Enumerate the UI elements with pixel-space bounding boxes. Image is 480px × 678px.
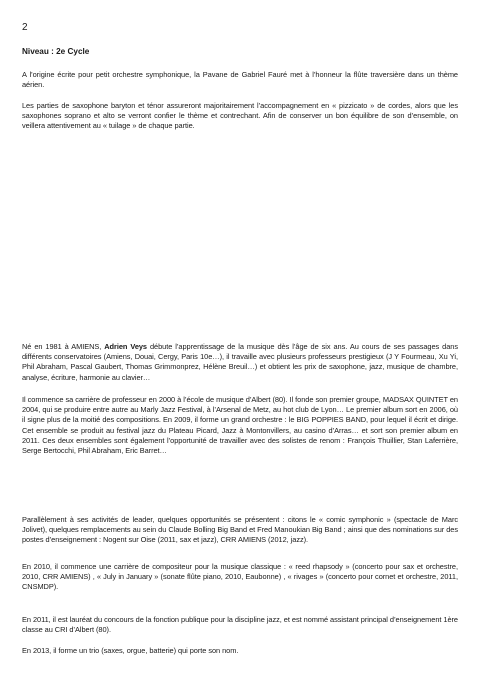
level-heading: Niveau : 2e Cycle (22, 47, 90, 56)
intro-paragraph-2: Les parties de saxophone baryton et ténor assureront majoritairement l’accompagnement en « pizzicato » de cordes, alors que les saxophones soprano et alto se verront confier le thème et contrechant. Afin de conserver un bon équilibre de son d’ensemble, on veillera attentivement au « tuilage » de chaque partie. (22, 101, 458, 131)
bio-paragraph-4: En 2010, il commence une carrière de compositeur pour la musique classique : « reed rhapsody » (concerto pour sax et orchestre, 2010, CRR AMIENS) , « July in January » (sonate flûte piano, 2010, Eaubonne) , « rivages » (concerto pour cornet et orchestre, 2011, CNSMDP). (22, 562, 458, 592)
bio-paragraph-5: En 2011, il est lauréat du concours de la fonction publique pour la discipline jazz, et est nommé assistant principal d’enseignement 1ère classe au CRI d’Albert (80). (22, 615, 458, 635)
bio-text-after-name: débute l’apprentissage de la musique dès l’âge de six ans. Au cours de ses passages dans différents conservatoires (Amiens, Douai, Cergy, Paris 10e…), il travaille avec plusieurs professeurs prestigieux (J Y Fourmeau, Xu Yi, Phil Abraham, Pascal Gaubert, Thomas Grimmonprez, Hélène Breuil…) et obtient les prix de saxophone, jazz, musique de chambre, analyse, écriture, harmonie au clavier… (22, 342, 458, 382)
intro-paragraph-1: A l’origine écrite pour petit orchestre symphonique, la Pavane de Gabriel Fauré met à l’honneur la flûte traversière dans un thème aérien. (22, 70, 458, 90)
bio-paragraph-6: En 2013, il forme un trio (saxes, orgue, batterie) qui porte son nom. (22, 646, 239, 655)
bio-paragraph-1 (22, 342, 458, 383)
bio-paragraph-2: Il commence sa carrière de professeur en 2000 à l’école de musique d’Albert (80). Il fonde son premier groupe, MADSAX QUINTET en 2004, qui se produire entre autre au Marly Jazz Festival, à l’Arsenal de Metz, au hot club de Lyon… Le premier album sort en 2006, où il signe plus de la moitié des compositions. En 2009, il forme un grand orchestre : le BIG POPPIES BAND, pour lequel il écrit et dirige. Cet ensemble se produit au festival jazz du Plateau Picard, Jazz à Montonvillers, au casino d’Arras… et sort son premier album en 2011. Ces deux ensembles sont également l’opportunité de travailler avec des solistes de renom : François Thuillier, Stan Laferrière, Serge Bertocchi, Phil Abraham, Eric Barret… (22, 395, 458, 456)
page-number: 2 (22, 22, 28, 33)
bio-text-before-name: Né en 1981 à AMIENS, (22, 342, 105, 351)
bio-paragraph-3: Parallèlement à ses activités de leader, quelques opportunités se présentent : citons le « comic symphonic » (spectacle de Marc Jolivet), quelques remplacements au sein du Claude Bolling Big Band et Fred Manoukian Big Band ; ainsi que des nominations sur des postes d’enseignement : Nogent sur Oise (2011, sax et jazz), CRR AMIENS (2012, jazz). (22, 515, 458, 545)
composer-name: Adrien Veys (104, 342, 147, 351)
